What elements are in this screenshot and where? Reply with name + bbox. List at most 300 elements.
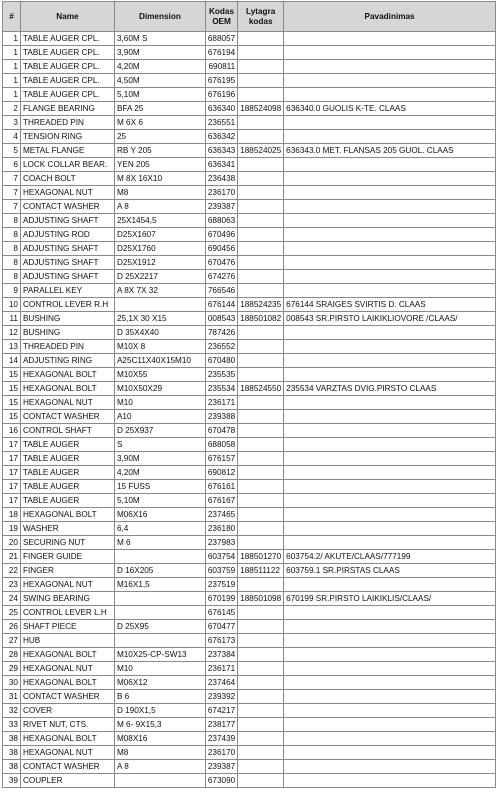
cell-num: 27 (3, 634, 21, 648)
cell-oem-code: 237384 (205, 648, 237, 662)
cell-pavadinimas (284, 438, 496, 452)
cell-dimension: BFA 25 (114, 102, 205, 116)
cell-dimension: A 8 (114, 760, 205, 774)
header-pavadinimas: Pavadinimas (284, 2, 496, 32)
cell-pavadinimas (284, 690, 496, 704)
cell-pavadinimas (284, 578, 496, 592)
cell-lytagra-code (238, 74, 284, 88)
cell-name: SECURING NUT (20, 536, 114, 550)
cell-num: 38 (3, 732, 21, 746)
cell-num: 15 (3, 396, 21, 410)
header-row (3, 2, 496, 32)
cell-oem-code: 676173 (205, 634, 237, 648)
table-row (3, 564, 496, 578)
cell-pavadinimas (284, 172, 496, 186)
cell-num: 25 (3, 606, 21, 620)
cell-pavadinimas: 235534 VARZTAS DVIG.PIRSTO CLAAS (284, 382, 496, 396)
cell-num: 11 (3, 312, 21, 326)
table-row (3, 256, 496, 270)
cell-num: 15 (3, 382, 21, 396)
cell-dimension (114, 634, 205, 648)
cell-pavadinimas (284, 130, 496, 144)
cell-dimension: M06X16 (114, 508, 205, 522)
cell-num: 1 (3, 46, 21, 60)
cell-dimension: 3,60M S (114, 32, 205, 46)
table-row (3, 648, 496, 662)
cell-num: 21 (3, 550, 21, 564)
table-row (3, 340, 496, 354)
table-row (3, 200, 496, 214)
cell-pavadinimas: 636343.0 MET. FLANSAS 205 GUOL. CLAAS (284, 144, 496, 158)
cell-lytagra-code (238, 522, 284, 536)
cell-num: 30 (3, 676, 21, 690)
cell-num: 15 (3, 410, 21, 424)
table-row (3, 424, 496, 438)
cell-oem-code: 690812 (205, 466, 237, 480)
cell-lytagra-code (238, 620, 284, 634)
cell-oem-code: 787426 (205, 326, 237, 340)
cell-lytagra-code (238, 32, 284, 46)
cell-name: BUSHING (20, 312, 114, 326)
cell-name: THREADED PIN (20, 340, 114, 354)
cell-num: 3 (3, 116, 21, 130)
cell-pavadinimas (284, 522, 496, 536)
cell-dimension: D 25X2217 (114, 270, 205, 284)
cell-pavadinimas (284, 466, 496, 480)
cell-num: 26 (3, 620, 21, 634)
cell-num: 8 (3, 270, 21, 284)
table-row (3, 690, 496, 704)
cell-oem-code: 676157 (205, 452, 237, 466)
cell-num: 13 (3, 340, 21, 354)
cell-name: CONTACT WASHER (20, 690, 114, 704)
table-row (3, 522, 496, 536)
table-row (3, 354, 496, 368)
cell-name: ADJUSTING RING (20, 354, 114, 368)
table-row (3, 46, 496, 60)
cell-pavadinimas (284, 634, 496, 648)
cell-oem-code: 676194 (205, 46, 237, 60)
cell-name: TENSION RING (20, 130, 114, 144)
table-body (3, 32, 496, 788)
cell-dimension: RB Y 205 (114, 144, 205, 158)
cell-lytagra-code (238, 200, 284, 214)
table-row (3, 368, 496, 382)
cell-pavadinimas: 636340.0 GUOLIS K-TE. CLAAS (284, 102, 496, 116)
cell-name: BUSHING (20, 326, 114, 340)
header-lytagra-code: Lytagra kodas (238, 2, 284, 32)
cell-oem-code: 237519 (205, 578, 237, 592)
cell-pavadinimas (284, 340, 496, 354)
cell-pavadinimas (284, 116, 496, 130)
cell-dimension: D 25X95 (114, 620, 205, 634)
cell-oem-code: 239387 (205, 760, 237, 774)
cell-lytagra-code (238, 242, 284, 256)
cell-pavadinimas (284, 774, 496, 788)
table-row (3, 242, 496, 256)
cell-lytagra-code (238, 130, 284, 144)
cell-lytagra-code (238, 60, 284, 74)
cell-name: ADJUSTING SHAFT (20, 214, 114, 228)
cell-lytagra-code (238, 340, 284, 354)
table-row (3, 214, 496, 228)
cell-oem-code: 690456 (205, 242, 237, 256)
cell-num: 17 (3, 494, 21, 508)
table-row (3, 704, 496, 718)
cell-lytagra-code (238, 494, 284, 508)
cell-num: 7 (3, 172, 21, 186)
cell-oem-code: 236552 (205, 340, 237, 354)
cell-pavadinimas (284, 704, 496, 718)
cell-oem-code: 237465 (205, 508, 237, 522)
cell-oem-code: 636342 (205, 130, 237, 144)
cell-name: ADJUSTING SHAFT (20, 242, 114, 256)
cell-dimension: D25X1607 (114, 228, 205, 242)
cell-oem-code: 688058 (205, 438, 237, 452)
cell-name: TABLE AUGER CPL. (20, 32, 114, 46)
cell-lytagra-code (238, 410, 284, 424)
cell-name: PARALLEL KEY (20, 284, 114, 298)
cell-name: RIVET NUT, CTS. (20, 718, 114, 732)
cell-pavadinimas (284, 452, 496, 466)
cell-pavadinimas (284, 662, 496, 676)
cell-pavadinimas (284, 410, 496, 424)
cell-oem-code: 670480 (205, 354, 237, 368)
cell-num: 23 (3, 578, 21, 592)
cell-lytagra-code: 188524235 (238, 298, 284, 312)
cell-dimension: D 190X1,5 (114, 704, 205, 718)
table-row (3, 438, 496, 452)
cell-num: 2 (3, 102, 21, 116)
cell-lytagra-code (238, 354, 284, 368)
cell-dimension: 3,90M (114, 46, 205, 60)
cell-oem-code: 670477 (205, 620, 237, 634)
cell-pavadinimas (284, 424, 496, 438)
cell-dimension: M10X25-CP-SW13 (114, 648, 205, 662)
cell-dimension: 4,20M (114, 466, 205, 480)
cell-pavadinimas: 676144 SRAIGES SVIRTIS D. CLAAS (284, 298, 496, 312)
table-row (3, 676, 496, 690)
cell-pavadinimas (284, 32, 496, 46)
cell-dimension: M10 (114, 662, 205, 676)
cell-oem-code: 603754 (205, 550, 237, 564)
cell-dimension: M8 (114, 186, 205, 200)
cell-num: 1 (3, 74, 21, 88)
cell-oem-code: 239387 (205, 200, 237, 214)
table-row (3, 158, 496, 172)
cell-oem-code: 236170 (205, 186, 237, 200)
cell-lytagra-code (238, 172, 284, 186)
table-row (3, 606, 496, 620)
cell-lytagra-code (238, 326, 284, 340)
cell-num: 39 (3, 774, 21, 788)
cell-dimension (114, 592, 205, 606)
cell-pavadinimas (284, 46, 496, 60)
table-row (3, 662, 496, 676)
cell-name: TABLE AUGER CPL. (20, 74, 114, 88)
table-row (3, 536, 496, 550)
cell-oem-code: 236438 (205, 172, 237, 186)
header-name: Name (20, 2, 114, 32)
cell-lytagra-code: 188524550 (238, 382, 284, 396)
table-row (3, 116, 496, 130)
cell-pavadinimas (284, 676, 496, 690)
cell-name: CONTACT WASHER (20, 760, 114, 774)
cell-lytagra-code (238, 424, 284, 438)
cell-oem-code: 636343 (205, 144, 237, 158)
cell-lytagra-code: 188524025 (238, 144, 284, 158)
cell-oem-code: 236180 (205, 522, 237, 536)
cell-pavadinimas (284, 648, 496, 662)
cell-dimension: S (114, 438, 205, 452)
table-row (3, 298, 496, 312)
cell-lytagra-code (238, 732, 284, 746)
table-row (3, 396, 496, 410)
cell-oem-code: 237983 (205, 536, 237, 550)
cell-lytagra-code (238, 480, 284, 494)
cell-dimension: M 6- 9X15,3 (114, 718, 205, 732)
cell-pavadinimas: 603759.1 SR.PIRSTAS CLAAS (284, 564, 496, 578)
cell-oem-code: 676195 (205, 74, 237, 88)
cell-oem-code: 676167 (205, 494, 237, 508)
table-row (3, 452, 496, 466)
cell-lytagra-code (238, 46, 284, 60)
cell-dimension: 5,10M (114, 494, 205, 508)
cell-oem-code: 236551 (205, 116, 237, 130)
table-row (3, 550, 496, 564)
cell-lytagra-code (238, 284, 284, 298)
cell-dimension (114, 774, 205, 788)
cell-dimension (114, 606, 205, 620)
cell-dimension: 5,10M (114, 88, 205, 102)
table-row (3, 326, 496, 340)
table-row (3, 466, 496, 480)
cell-lytagra-code (238, 634, 284, 648)
cell-name: WASHER (20, 522, 114, 536)
header-oem-code: Kodas OEM (205, 2, 237, 32)
table-row (3, 732, 496, 746)
cell-dimension (114, 550, 205, 564)
cell-oem-code: 008543 (205, 312, 237, 326)
table-row (3, 312, 496, 326)
cell-num: 32 (3, 704, 21, 718)
cell-oem-code: 636341 (205, 158, 237, 172)
table-row (3, 578, 496, 592)
cell-lytagra-code (238, 396, 284, 410)
cell-pavadinimas (284, 242, 496, 256)
cell-name: CONTROL LEVER L.H (20, 606, 114, 620)
cell-lytagra-code (238, 662, 284, 676)
cell-lytagra-code (238, 704, 284, 718)
cell-num: 4 (3, 130, 21, 144)
cell-num: 8 (3, 256, 21, 270)
cell-lytagra-code: 188511122 (238, 564, 284, 578)
cell-num: 1 (3, 88, 21, 102)
cell-oem-code: 235534 (205, 382, 237, 396)
cell-name: TABLE AUGER (20, 466, 114, 480)
cell-dimension: M 8X 16X10 (114, 172, 205, 186)
cell-oem-code: 676196 (205, 88, 237, 102)
cell-name: TABLE AUGER (20, 494, 114, 508)
table-row (3, 760, 496, 774)
cell-name: HEXAGONAL BOLT (20, 676, 114, 690)
cell-name: SHAFT PIECE (20, 620, 114, 634)
cell-lytagra-code (238, 466, 284, 480)
cell-num: 17 (3, 466, 21, 480)
cell-oem-code: 674217 (205, 704, 237, 718)
cell-oem-code: 673090 (205, 774, 237, 788)
table-row (3, 130, 496, 144)
cell-dimension: B 6 (114, 690, 205, 704)
cell-num: 29 (3, 662, 21, 676)
cell-dimension: A 8X 7X 32 (114, 284, 205, 298)
cell-name: COVER (20, 704, 114, 718)
cell-pavadinimas (284, 746, 496, 760)
cell-lytagra-code: 188524098 (238, 102, 284, 116)
cell-oem-code: 237439 (205, 732, 237, 746)
cell-lytagra-code (238, 368, 284, 382)
cell-oem-code: 670496 (205, 228, 237, 242)
cell-name: CONTACT WASHER (20, 200, 114, 214)
cell-name: TABLE AUGER CPL. (20, 88, 114, 102)
cell-oem-code: 238177 (205, 718, 237, 732)
cell-num: 17 (3, 438, 21, 452)
cell-num: 20 (3, 536, 21, 550)
cell-num: 7 (3, 186, 21, 200)
cell-oem-code: 766546 (205, 284, 237, 298)
table-row (3, 144, 496, 158)
cell-num: 5 (3, 144, 21, 158)
cell-pavadinimas (284, 256, 496, 270)
cell-lytagra-code (238, 606, 284, 620)
cell-dimension: D 16X205 (114, 564, 205, 578)
table-row (3, 620, 496, 634)
cell-name: TABLE AUGER (20, 452, 114, 466)
cell-pavadinimas (284, 760, 496, 774)
cell-num: 6 (3, 158, 21, 172)
cell-lytagra-code (238, 158, 284, 172)
cell-pavadinimas (284, 536, 496, 550)
cell-lytagra-code: 188501098 (238, 592, 284, 606)
cell-num: 8 (3, 214, 21, 228)
cell-name: ADJUSTING SHAFT (20, 256, 114, 270)
cell-dimension: M10 (114, 396, 205, 410)
cell-num: 33 (3, 718, 21, 732)
cell-dimension: 4,20M (114, 60, 205, 74)
cell-dimension: M10X55 (114, 368, 205, 382)
cell-pavadinimas: 603754.2/ AKUTE/CLAAS/777199 (284, 550, 496, 564)
cell-dimension: D25X1760 (114, 242, 205, 256)
cell-lytagra-code (238, 228, 284, 242)
cell-lytagra-code (238, 116, 284, 130)
cell-dimension: 15 FUSS (114, 480, 205, 494)
cell-lytagra-code (238, 774, 284, 788)
cell-oem-code: 239388 (205, 410, 237, 424)
cell-oem-code: 688057 (205, 32, 237, 46)
cell-dimension: D 25X937 (114, 424, 205, 438)
cell-num: 17 (3, 452, 21, 466)
cell-pavadinimas (284, 368, 496, 382)
cell-num: 1 (3, 32, 21, 46)
cell-name: TABLE AUGER CPL. (20, 46, 114, 60)
cell-dimension: M 6 (114, 536, 205, 550)
table-row (3, 774, 496, 788)
cell-num: 9 (3, 284, 21, 298)
table-row (3, 746, 496, 760)
cell-oem-code: 670478 (205, 424, 237, 438)
cell-name: COACH BOLT (20, 172, 114, 186)
cell-dimension: D 35X4X40 (114, 326, 205, 340)
cell-oem-code: 237464 (205, 676, 237, 690)
cell-num: 10 (3, 298, 21, 312)
cell-pavadinimas (284, 620, 496, 634)
cell-pavadinimas (284, 228, 496, 242)
cell-dimension: M16X1,5 (114, 578, 205, 592)
cell-dimension: M06X12 (114, 676, 205, 690)
cell-dimension: 25 (114, 130, 205, 144)
table-row (3, 480, 496, 494)
cell-oem-code: 239392 (205, 690, 237, 704)
cell-lytagra-code (238, 676, 284, 690)
cell-oem-code: 236171 (205, 396, 237, 410)
cell-pavadinimas (284, 60, 496, 74)
cell-pavadinimas: 008543 SR.PIRSTO LAIKIKLIOVORE /CLAAS/ (284, 312, 496, 326)
cell-lytagra-code (238, 746, 284, 760)
cell-name: HUB (20, 634, 114, 648)
parts-table (2, 1, 496, 788)
cell-pavadinimas (284, 88, 496, 102)
cell-oem-code: 636340 (205, 102, 237, 116)
table-row (3, 718, 496, 732)
cell-lytagra-code (238, 452, 284, 466)
cell-dimension: M8 (114, 746, 205, 760)
cell-name: HEXAGONAL BOLT (20, 508, 114, 522)
cell-dimension: D25X1912 (114, 256, 205, 270)
cell-pavadinimas (284, 508, 496, 522)
cell-name: CONTACT WASHER (20, 410, 114, 424)
cell-lytagra-code (238, 536, 284, 550)
cell-name: TABLE AUGER CPL. (20, 60, 114, 74)
table-row (3, 634, 496, 648)
table-row (3, 382, 496, 396)
cell-num: 38 (3, 760, 21, 774)
cell-oem-code: 236171 (205, 662, 237, 676)
cell-dimension: A10 (114, 410, 205, 424)
table-row (3, 508, 496, 522)
cell-pavadinimas (284, 396, 496, 410)
cell-lytagra-code (238, 718, 284, 732)
cell-pavadinimas (284, 326, 496, 340)
cell-name: LOCK COLLAR BEAR. (20, 158, 114, 172)
table-row (3, 410, 496, 424)
cell-pavadinimas (284, 732, 496, 746)
cell-name: TABLE AUGER (20, 480, 114, 494)
cell-name: METAL FLANGE (20, 144, 114, 158)
cell-num: 15 (3, 368, 21, 382)
cell-num: 22 (3, 564, 21, 578)
table-row (3, 74, 496, 88)
table-row (3, 592, 496, 606)
cell-name: CONTROL SHAFT (20, 424, 114, 438)
cell-pavadinimas (284, 480, 496, 494)
table-row (3, 270, 496, 284)
table-row (3, 186, 496, 200)
cell-pavadinimas (284, 158, 496, 172)
cell-pavadinimas (284, 186, 496, 200)
cell-name: CONTROL LEVER R.H (20, 298, 114, 312)
cell-pavadinimas (284, 74, 496, 88)
cell-name: HEXAGONAL BOLT (20, 648, 114, 662)
